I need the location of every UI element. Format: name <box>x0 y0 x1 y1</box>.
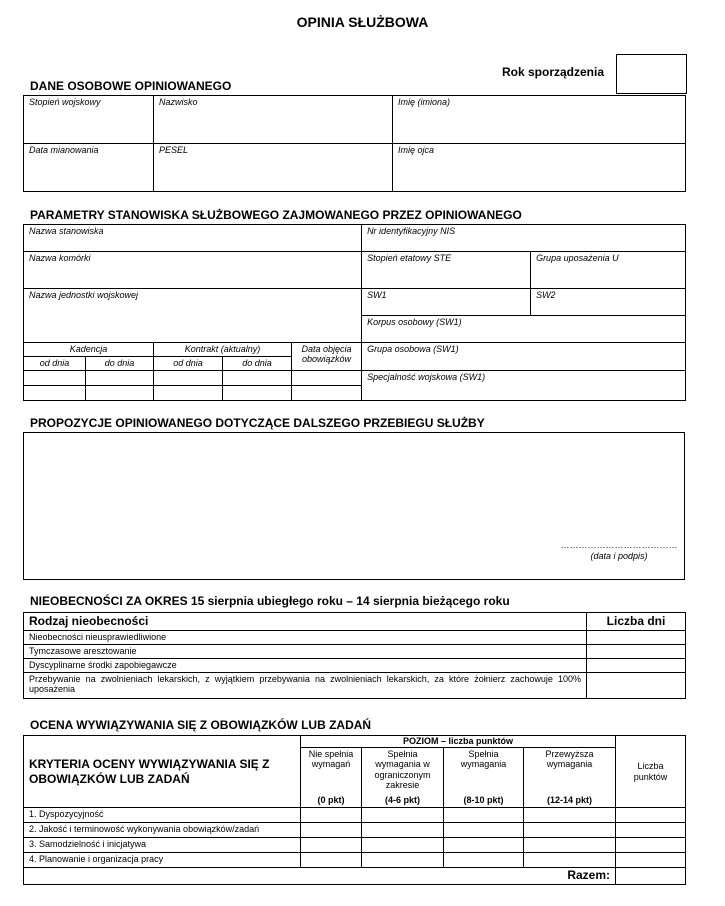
points-header: Liczba punktów <box>616 736 686 808</box>
contract-from-field-2[interactable] <box>154 386 223 401</box>
total-field[interactable] <box>616 868 686 885</box>
contract-to-field-2[interactable] <box>223 386 292 401</box>
contract-from-field[interactable] <box>154 371 223 386</box>
points-cell[interactable] <box>616 853 686 868</box>
section-personal-heading: DANE OSOBOWE OPINIOWANEGO <box>30 79 232 93</box>
points-cell[interactable] <box>616 808 686 823</box>
page-title: OPINIA SŁUŻBOWA <box>296 14 429 30</box>
contract-header: Kontrakt (aktualny) <box>154 343 292 357</box>
absence-days-field[interactable] <box>587 645 686 659</box>
absence-days-field[interactable] <box>587 631 686 645</box>
ste-field[interactable]: Stopień etatowy STE <box>362 252 531 289</box>
score-cell[interactable] <box>524 823 616 838</box>
points-cell[interactable] <box>616 838 686 853</box>
level-0-header: Nie spełnia wymagań (0 pkt) <box>301 748 362 808</box>
date-taken-field-2[interactable] <box>292 386 362 401</box>
criterion-label: 4. Planowanie i organizacja pracy <box>24 853 301 868</box>
term-to-field-2[interactable] <box>86 386 154 401</box>
total-label: Razem: <box>24 868 616 885</box>
criteria-title: KRYTERIA OCENY WYWIĄZYWANIA SIĘ Z OBOWIĄZKÓW LUB ZADAŃ <box>24 736 301 808</box>
date-taken-field[interactable] <box>292 371 362 386</box>
signature-line: ………………………………… <box>560 540 678 550</box>
cell-name-field[interactable]: Nazwa komórki <box>24 252 362 289</box>
group-field[interactable]: Grupa osobowa (SW1) <box>362 343 686 371</box>
score-cell[interactable] <box>362 838 444 853</box>
contract-from-header: od dnia <box>154 357 223 371</box>
salary-group-field[interactable]: Grupa uposażenia U <box>531 252 686 289</box>
score-cell[interactable] <box>444 853 524 868</box>
score-cell[interactable] <box>524 808 616 823</box>
date-taken-header: Data objęcia obowiązków <box>292 343 362 371</box>
evaluation-table <box>23 735 686 885</box>
score-cell[interactable] <box>362 808 444 823</box>
absences-table <box>23 612 686 699</box>
contract-to-header: do dnia <box>223 357 292 371</box>
term-from-header: od dnia <box>24 357 86 371</box>
nis-field[interactable]: Nr identyfikacyjny NIS <box>362 225 686 252</box>
points-cell[interactable] <box>616 823 686 838</box>
section-absences-heading: NIEOBECNOŚCI ZA OKRES 15 sierpnia ubiegłego roku – 14 sierpnia bieżącego roku <box>30 594 510 608</box>
father-name-field[interactable]: Imię ojca <box>393 144 686 192</box>
score-cell[interactable] <box>301 838 362 853</box>
absence-row-label: Przebywanie na zwolnieniach lekarskich, z wyjątkiem przebywania na zwolnieniach lekarskich, za które żołnierz zachowuje 100% uposażenia <box>24 673 587 699</box>
section-position-heading: PARAMETRY STANOWISKA SŁUŻBOWEGO ZAJMOWANEGO PRZEZ OPINIOWANEGO <box>30 208 522 222</box>
score-cell[interactable] <box>301 823 362 838</box>
level-header: POZIOM – liczba punktów <box>301 736 616 748</box>
personal-data-table <box>23 95 686 192</box>
criterion-label: 3. Samodzielność i inicjatywa <box>24 838 301 853</box>
score-cell[interactable] <box>444 808 524 823</box>
score-cell[interactable] <box>524 853 616 868</box>
absence-row-label: Nieobecności nieusprawiedliwione <box>24 631 587 645</box>
names-field[interactable]: Imię (imiona) <box>393 96 686 144</box>
score-cell[interactable] <box>444 823 524 838</box>
score-cell[interactable] <box>301 808 362 823</box>
contract-to-field[interactable] <box>223 371 292 386</box>
appointment-date-field[interactable]: Data mianowania <box>24 144 154 192</box>
term-to-header: do dnia <box>86 357 154 371</box>
absence-type-header: Rodzaj nieobecności <box>24 613 587 631</box>
rank-field[interactable]: Stopień wojskowy <box>24 96 154 144</box>
level-2-header: Spełnia wymagania (8-10 pkt) <box>444 748 524 808</box>
section-proposals-heading: PROPOZYCJE OPINIOWANEGO DOTYCZĄCE DALSZEGO PRZEBIEGU SŁUŻBY <box>30 416 485 430</box>
criterion-label: 2. Jakość i terminowość wykonywania obowiązków/zadań <box>24 823 301 838</box>
position-name-field[interactable]: Nazwa stanowiska <box>24 225 362 252</box>
criterion-label: 1. Dyspozycyjność <box>24 808 301 823</box>
surname-field[interactable]: Nazwisko <box>154 96 393 144</box>
term-from-field-2[interactable] <box>24 386 86 401</box>
pesel-field[interactable]: PESEL <box>154 144 393 192</box>
sw1-field[interactable]: SW1 <box>362 289 531 316</box>
absence-days-header: Liczba dni <box>587 613 686 631</box>
term-from-field[interactable] <box>24 371 86 386</box>
score-cell[interactable] <box>362 823 444 838</box>
score-cell[interactable] <box>362 853 444 868</box>
position-table <box>23 224 686 401</box>
level-3-header: Przewyższa wymagania (12-14 pkt) <box>524 748 616 808</box>
year-label: Rok sporządzenia <box>502 65 605 79</box>
level-1-header: Spełnia wymagania w ograniczonym zakresie (4-6 pkt) <box>362 748 444 808</box>
term-header: Kadencja <box>24 343 154 357</box>
absence-days-field[interactable] <box>587 673 686 699</box>
absence-row-label: Tymczasowe aresztowanie <box>24 645 587 659</box>
absence-row-label: Dyscyplinarne środki zapobiegawcze <box>24 659 587 673</box>
score-cell[interactable] <box>444 838 524 853</box>
section-evaluation-heading: OCENA WYWIĄZYWANIA SIĘ Z OBOWIĄZKÓW LUB ZADAŃ <box>30 718 372 732</box>
score-cell[interactable] <box>301 853 362 868</box>
signature-label: (data i podpis) <box>590 551 648 561</box>
sw2-field[interactable]: SW2 <box>531 289 686 316</box>
corps-field[interactable]: Korpus osobowy (SW1) <box>362 316 686 343</box>
year-field[interactable] <box>616 54 687 94</box>
absence-days-field[interactable] <box>587 659 686 673</box>
score-cell[interactable] <box>524 838 616 853</box>
specialty-field[interactable]: Specjalność wojskowa (SW1) <box>362 371 686 401</box>
unit-name-field[interactable]: Nazwa jednostki wojskowej <box>24 289 362 343</box>
term-to-field[interactable] <box>86 371 154 386</box>
